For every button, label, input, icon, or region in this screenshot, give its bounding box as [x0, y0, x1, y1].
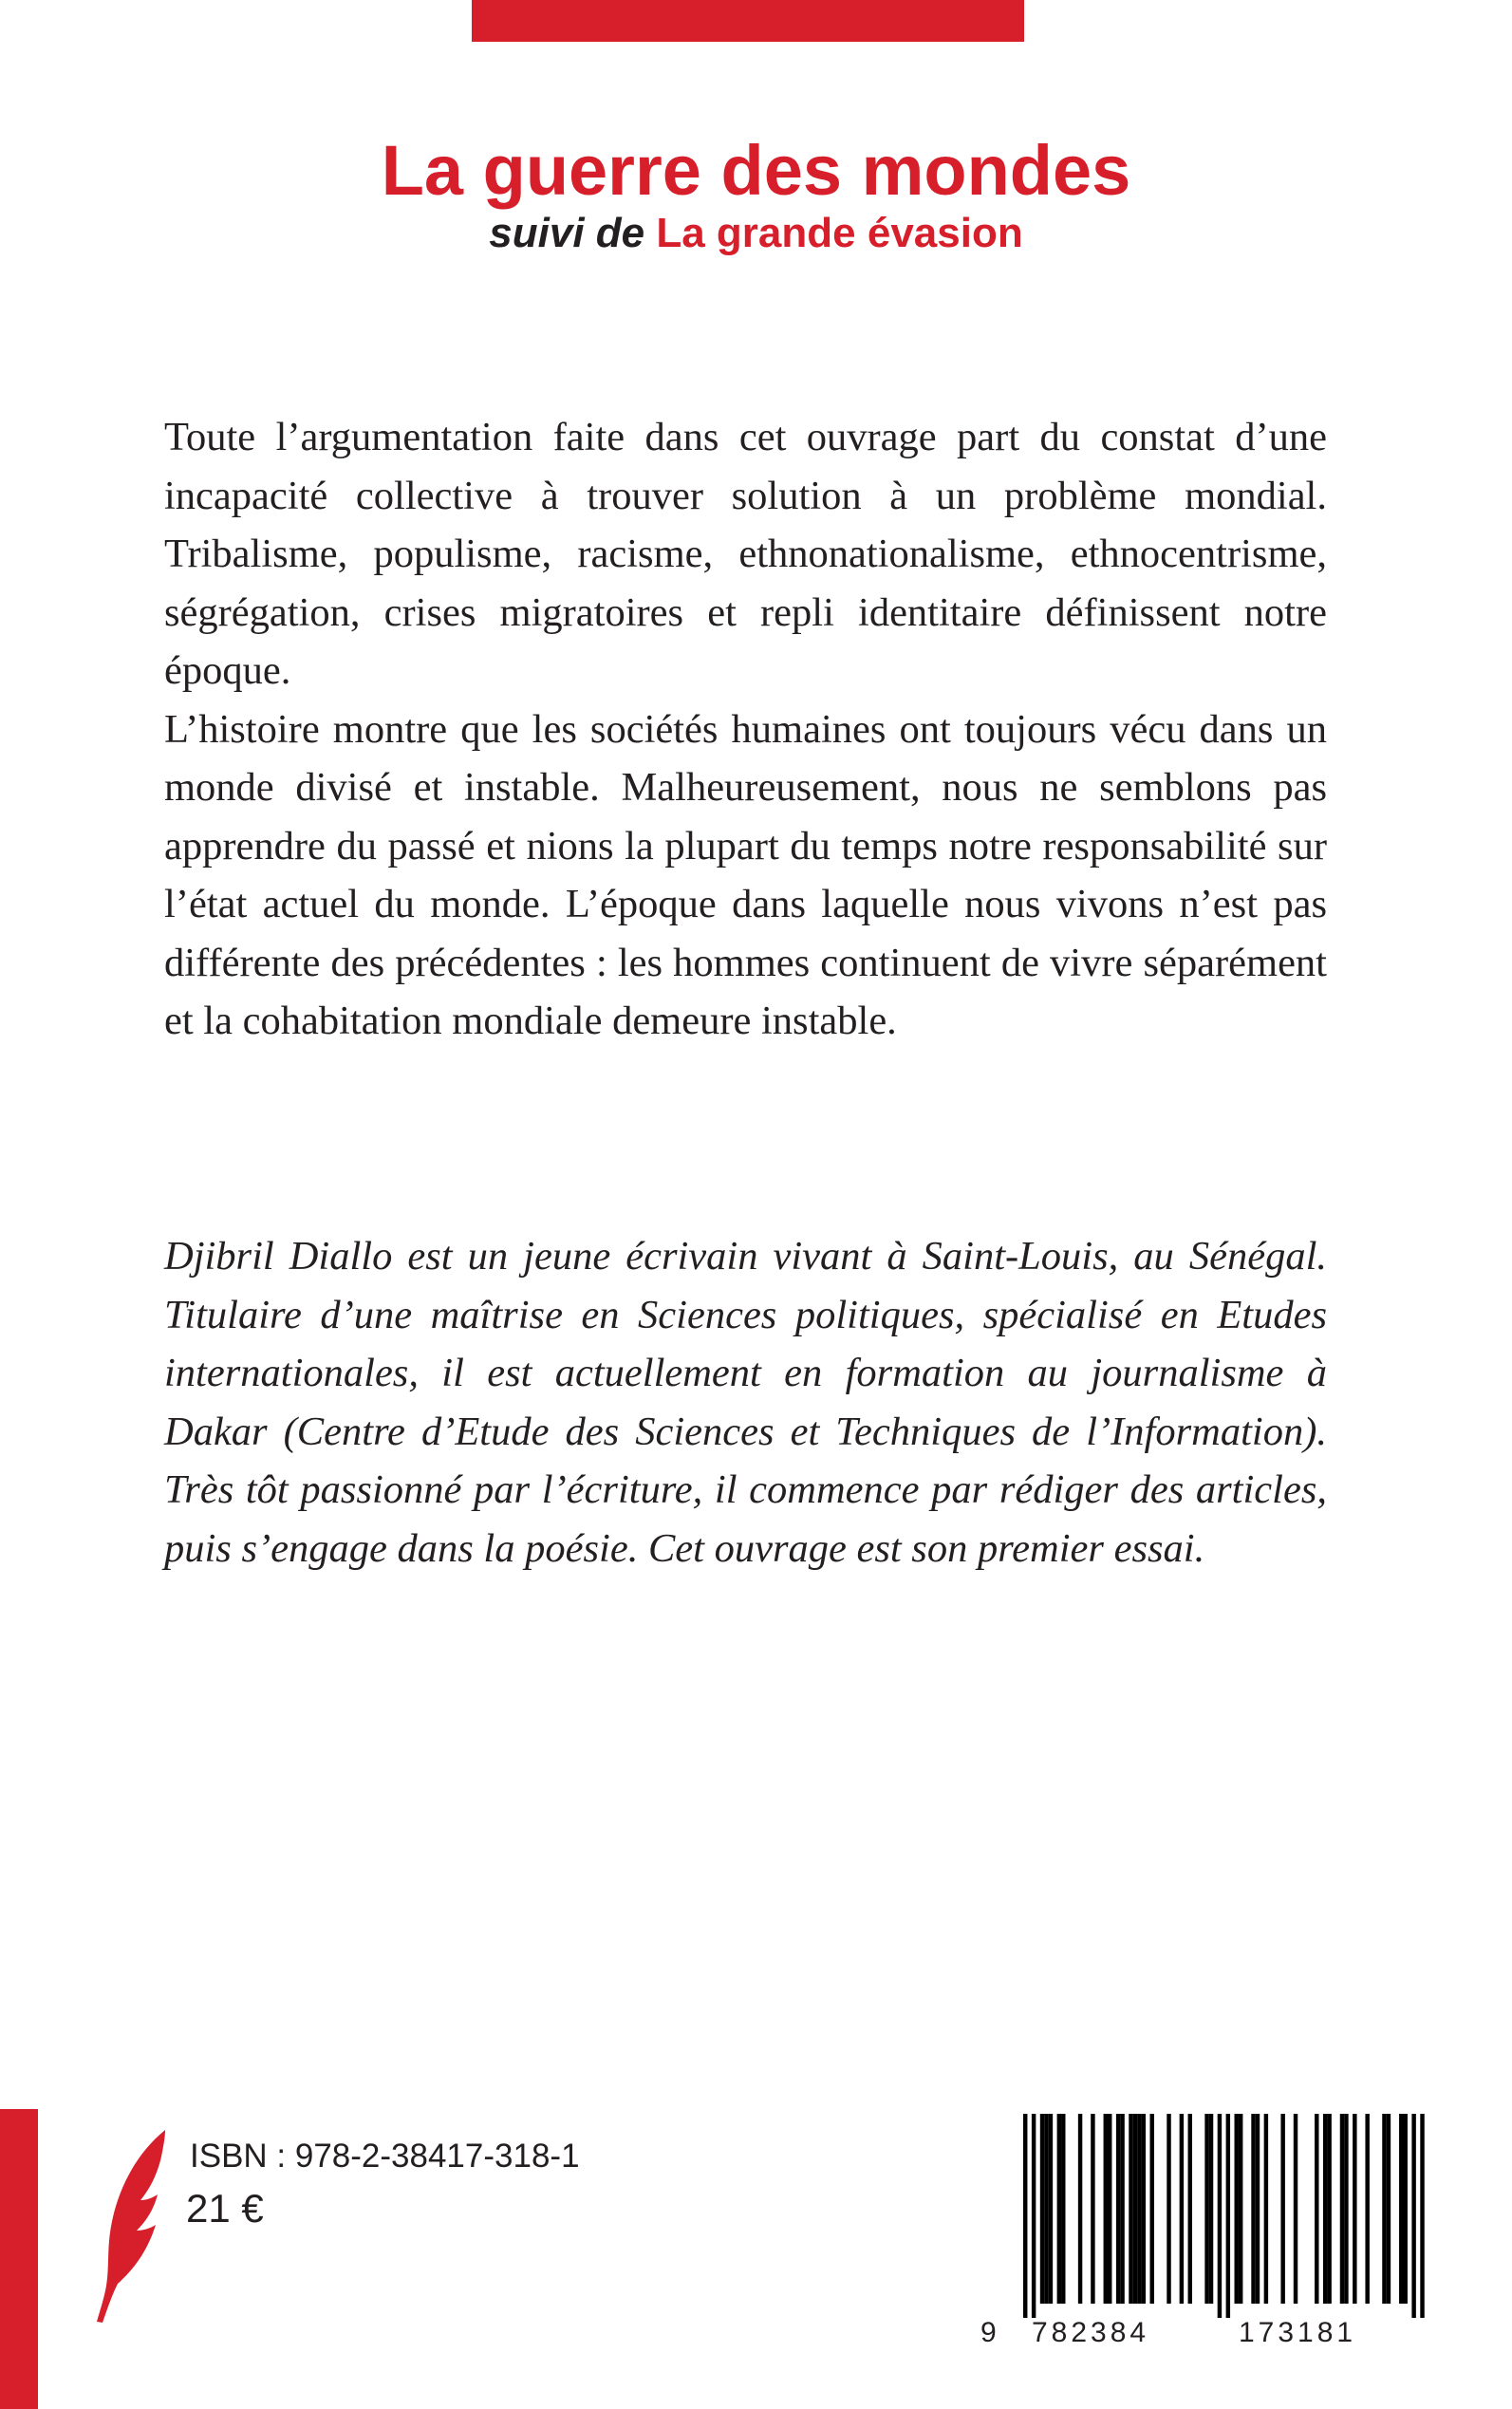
subtitle-prefix: suivi de [489, 210, 645, 256]
barcode-bar [1167, 2114, 1170, 2304]
barcode-bar [1137, 2114, 1141, 2304]
barcode-bar [1323, 2114, 1327, 2304]
isbn-label: ISBN : 978-2-38417-318-1 [190, 2138, 580, 2175]
barcode-bar [1116, 2114, 1120, 2304]
barcode-bar [1315, 2114, 1318, 2304]
barcode-bar [1256, 2114, 1260, 2304]
barcode-bar [1404, 2114, 1408, 2304]
feather-quill-icon [97, 2126, 182, 2325]
barcode-bar [1104, 2114, 1108, 2304]
barcode-bar [1382, 2114, 1386, 2304]
barcode-bar [1264, 2114, 1268, 2304]
barcode-bar [1239, 2114, 1242, 2304]
side-accent-bar [0, 2109, 38, 2409]
barcode-bar [1142, 2114, 1146, 2304]
barcode-bar [1091, 2114, 1094, 2304]
blurb-paragraph-2: L’histoire montre que les sociétés humaines ont toujours vécu dans un monde divisé et instable. Malheureusement, nous ne semblons pas apprendre du passé et nions la plupart du temps notre responsabilité sur l’état actuel du monde. L’époque dans laquelle nous vivons n’est pas différente des précédentes : les hommes continuent de vivre séparément et la cohabitation mondiale demeure instable. [164, 706, 1327, 1043]
barcode-bar [1411, 2114, 1415, 2318]
barcode-right-group: 173181 [1239, 2317, 1357, 2348]
barcode-bar [1218, 2114, 1222, 2318]
author-bio: Djibril Diallo est un jeune écrivain vivant à Saint-Louis, au Sénégal. Titulaire d’une maîtrise en Sciences politiques, spécialisé en Etudes internationales, il est actuellement en formation au journalisme à Dakar (Centre d’Etude des Sciences et Techniques de l’Information). Très tôt passionné par l’écriture, il commence par rédiger des articles, puis s’engage dans la poésie. Cet ouvrage est son premier essai. [164, 1234, 1327, 1571]
blurb-paragraph-1: Toute l’argumentation faite dans cet ouvrage part du constat d’une incapacité collective à trouver solution à un problème mondial. Tribalisme, populisme, racisme, ethnonationalisme, ethnocentrisme, ségrégation, crises migratoires et repli identitaire définissent notre époque. [164, 415, 1327, 693]
book-subtitle [0, 205, 1512, 262]
barcode-bar [1120, 2114, 1124, 2304]
barcode-bar [1040, 2114, 1044, 2304]
barcode-bar [1420, 2114, 1424, 2318]
barcode-first-digit: 9 [980, 2317, 997, 2348]
barcode-left-group: 782384 [1032, 2317, 1150, 2348]
barcode-bars [974, 2114, 1458, 2318]
barcode-bar [1327, 2114, 1331, 2304]
barcode-bar [1133, 2114, 1137, 2304]
barcode-bar [1061, 2114, 1065, 2304]
barcode-bar [1150, 2114, 1154, 2304]
barcode-bar [1344, 2114, 1348, 2304]
barcode-bar [1226, 2114, 1230, 2318]
barcode-bar [1294, 2114, 1297, 2304]
book-title: La guerre des mondes [381, 131, 1131, 210]
barcode-bar [1188, 2114, 1192, 2304]
barcode-bar [1365, 2114, 1369, 2304]
barcode-bar [1023, 2114, 1027, 2318]
barcode-bar [1387, 2114, 1391, 2304]
barcode-bar [1340, 2114, 1344, 2304]
barcode-bar [1280, 2114, 1284, 2304]
barcode-bar [1235, 2114, 1239, 2304]
back-cover-blurb [164, 408, 1327, 1051]
barcode-bar [1353, 2114, 1356, 2304]
barcode-bar [1251, 2114, 1255, 2304]
barcode-bar [1049, 2114, 1053, 2304]
barcode-bar [1078, 2114, 1082, 2304]
barcode-bar [1209, 2114, 1213, 2304]
barcode-bar [1180, 2114, 1184, 2304]
barcode-bar [1129, 2114, 1132, 2304]
barcode-bar [1057, 2114, 1061, 2304]
price-label: 21 € [186, 2186, 264, 2231]
barcode-bar [1204, 2114, 1208, 2304]
barcode-bar [1108, 2114, 1111, 2304]
barcode-bar [1032, 2114, 1036, 2318]
barcode-bar [1399, 2114, 1403, 2304]
barcode-bar [1044, 2114, 1048, 2304]
subtitle-second-title: La grande évasion [656, 210, 1023, 256]
top-accent-bar [472, 0, 1024, 42]
